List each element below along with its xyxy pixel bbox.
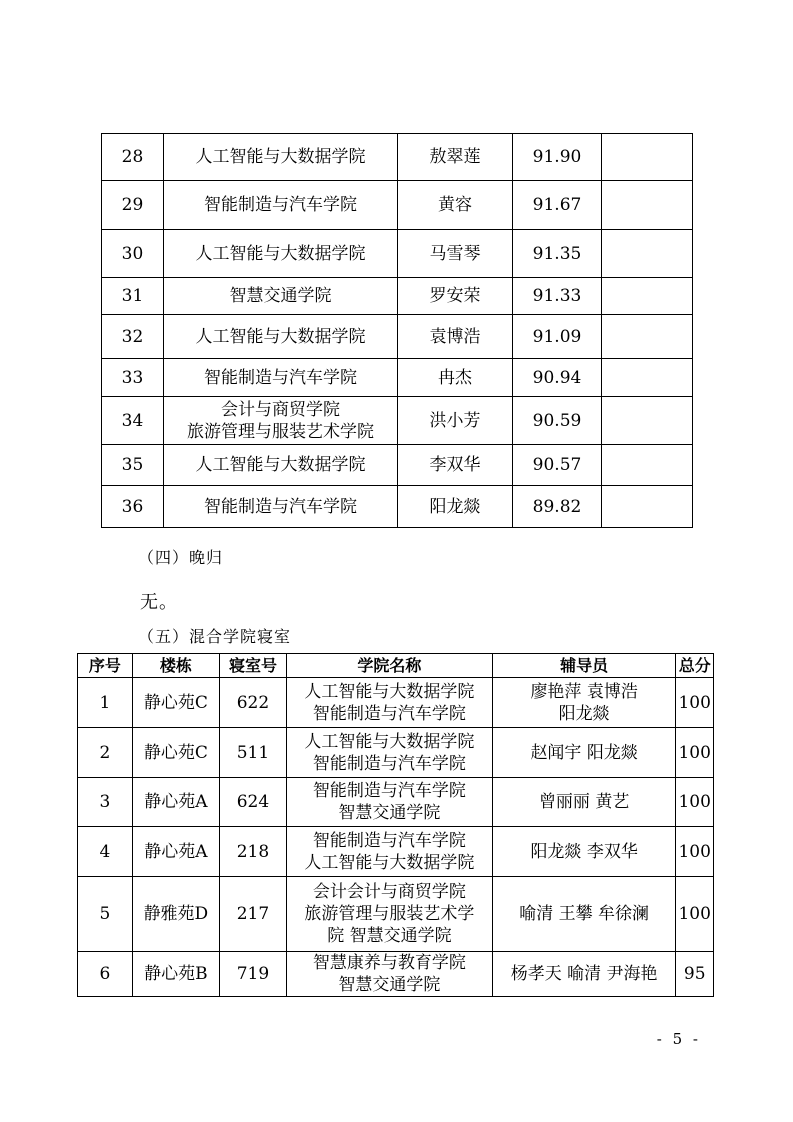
header-room: 寝室号 (220, 654, 287, 678)
cell-no: 34 (102, 397, 164, 445)
cell-counselor (492, 877, 676, 952)
table-row (102, 230, 693, 278)
cell-score: 91.67 (513, 181, 602, 230)
cell-no: 28 (102, 134, 164, 181)
cell-no: 2 (78, 728, 133, 778)
header-no: 序号 (78, 654, 133, 678)
cell-name: 阳龙燚 (398, 486, 513, 528)
cell-college (164, 397, 398, 445)
cell-room: 218 (220, 827, 287, 877)
cell-no: 33 (102, 359, 164, 397)
cell-counselor (492, 778, 676, 827)
table-row (78, 827, 714, 877)
table-row (78, 877, 714, 952)
cell-college (164, 181, 398, 230)
cell-name: 马雪琴 (398, 230, 513, 278)
cell-score: 91.09 (513, 315, 602, 359)
cell-total: 100 (676, 778, 714, 827)
cell-college-line: 院 智慧交通学院 (327, 926, 452, 946)
table-row (102, 445, 693, 486)
cell-college (286, 952, 492, 997)
cell-building: 静心苑A (132, 827, 219, 877)
cell-no: 1 (78, 678, 133, 728)
cell-college-line: 智能制造与汽车学院 (312, 781, 466, 801)
cell-counselor (492, 952, 676, 997)
cell-college (164, 486, 398, 528)
cell-college (286, 877, 492, 952)
table-row (102, 134, 693, 181)
cell-college-line: 人工智能与大数据学院 (195, 455, 366, 475)
cell-college (286, 778, 492, 827)
cell-name: 敖翠莲 (398, 134, 513, 181)
table-row (102, 315, 693, 359)
cell-remark (602, 230, 693, 278)
cell-college-line: 智慧交通学院 (229, 286, 332, 306)
cell-score: 90.57 (513, 445, 602, 486)
cell-room: 622 (220, 678, 287, 728)
cell-no: 5 (78, 877, 133, 952)
cell-remark (602, 445, 693, 486)
cell-total: 100 (676, 827, 714, 877)
cell-college (164, 359, 398, 397)
cell-college (164, 278, 398, 315)
cell-college-line: 智慧交通学院 (338, 803, 441, 823)
cell-name: 洪小芳 (398, 397, 513, 445)
cell-college-line: 智慧康养与教育学院 (312, 953, 466, 973)
cell-counselor (492, 827, 676, 877)
cell-remark (602, 315, 693, 359)
cell-score: 89.82 (513, 486, 602, 528)
cell-no: 6 (78, 952, 133, 997)
cell-college-line: 智能制造与汽车学院 (312, 830, 466, 851)
cell-college-line: 智能制造与汽车学院 (204, 496, 357, 517)
table-header-row (78, 654, 714, 678)
cell-building: 静雅苑D (132, 877, 219, 952)
cell-college (286, 728, 492, 778)
cell-no: 36 (102, 486, 164, 528)
table-row (102, 359, 693, 397)
cell-counselor-line: 廖艳萍 袁博浩 (530, 681, 638, 702)
cell-remark (602, 486, 693, 528)
header-college: 学院名称 (286, 654, 492, 678)
cell-no: 30 (102, 230, 164, 278)
header-total: 总分 (676, 654, 714, 678)
cell-room: 624 (220, 778, 287, 827)
cell-score: 91.33 (513, 278, 602, 315)
table-row (102, 278, 693, 315)
section-heading-mixed-dorm: （五）混合学院寝室 (138, 627, 292, 646)
cell-score: 91.90 (513, 134, 602, 181)
table-row (78, 952, 714, 997)
cell-building: 静心苑B (132, 952, 219, 997)
cell-college (164, 230, 398, 278)
cell-college-line: 智能制造与汽车学院 (204, 195, 357, 215)
cell-college-line: 会计会计与商贸学院 (312, 882, 466, 902)
cell-college-line: 人工智能与大数据学院 (304, 852, 475, 873)
cell-no: 4 (78, 827, 133, 877)
cell-college-line: 旅游管理与服装艺术学院 (187, 421, 374, 442)
cell-name: 冉杰 (398, 359, 513, 397)
cell-college-line: 人工智能与大数据学院 (195, 147, 366, 167)
cell-college-line: 智能制造与汽车学院 (312, 703, 466, 724)
cell-counselor-line: 喻清 王攀 牟徐澜 (519, 904, 650, 924)
header-counselor: 辅导员 (492, 654, 676, 678)
cell-college-line: 旅游管理与服装艺术学 (304, 904, 475, 924)
cell-room: 217 (220, 877, 287, 952)
cell-total: 95 (676, 952, 714, 997)
cell-remark (602, 359, 693, 397)
cell-counselor (492, 678, 676, 728)
cell-college (286, 678, 492, 728)
page-number: - 5 - (656, 1030, 701, 1048)
cell-college (164, 315, 398, 359)
cell-name: 李双华 (398, 445, 513, 486)
table-row (78, 778, 714, 827)
cell-college-line: 智能制造与汽车学院 (312, 753, 466, 774)
header-building: 楼栋 (132, 654, 219, 678)
cell-score: 90.94 (513, 359, 602, 397)
cell-counselor-line: 阳龙燚 (558, 703, 610, 724)
cell-counselor-line: 曾丽丽 黄艺 (538, 792, 630, 812)
cell-remark (602, 181, 693, 230)
cell-total: 100 (676, 877, 714, 952)
cell-college-line: 智能制造与汽车学院 (204, 367, 357, 388)
section-heading-late-return: （四）晚归 (138, 548, 224, 567)
cell-college-line: 人工智能与大数据学院 (195, 243, 366, 264)
cell-name: 罗安荣 (398, 278, 513, 315)
ranking-table-continued (101, 133, 693, 528)
cell-college-line: 会计与商贸学院 (221, 399, 340, 420)
cell-room: 719 (220, 952, 287, 997)
table-row (102, 486, 693, 528)
table-row (78, 678, 714, 728)
cell-total: 100 (676, 678, 714, 728)
cell-college-line: 人工智能与大数据学院 (195, 326, 366, 347)
cell-no: 35 (102, 445, 164, 486)
cell-name: 黄容 (398, 181, 513, 230)
cell-building: 静心苑C (132, 728, 219, 778)
cell-college (286, 827, 492, 877)
cell-room: 511 (220, 728, 287, 778)
cell-college-line: 人工智能与大数据学院 (304, 681, 475, 702)
cell-no: 31 (102, 278, 164, 315)
cell-name: 袁博浩 (398, 315, 513, 359)
cell-counselor-line: 杨孝天 喻清 尹海艳 (510, 964, 658, 984)
cell-counselor (492, 728, 676, 778)
mixed-dorm-table (77, 653, 714, 997)
cell-college (164, 445, 398, 486)
cell-remark (602, 278, 693, 315)
cell-no: 29 (102, 181, 164, 230)
table-row (102, 181, 693, 230)
table-row (78, 728, 714, 778)
cell-score: 91.35 (513, 230, 602, 278)
cell-remark (602, 134, 693, 181)
cell-college-line: 智慧交通学院 (338, 975, 441, 995)
section-content-none: 无。 (140, 592, 178, 613)
cell-no: 32 (102, 315, 164, 359)
cell-total: 100 (676, 728, 714, 778)
table-row (102, 397, 693, 445)
cell-building: 静心苑C (132, 678, 219, 728)
cell-remark (602, 397, 693, 445)
cell-building: 静心苑A (132, 778, 219, 827)
cell-counselor-line: 赵闻宇 阳龙燚 (530, 742, 638, 763)
cell-college-line: 人工智能与大数据学院 (304, 731, 475, 752)
cell-counselor-line: 阳龙燚 李双华 (530, 841, 638, 862)
cell-no: 3 (78, 778, 133, 827)
cell-college (164, 134, 398, 181)
cell-score: 90.59 (513, 397, 602, 445)
